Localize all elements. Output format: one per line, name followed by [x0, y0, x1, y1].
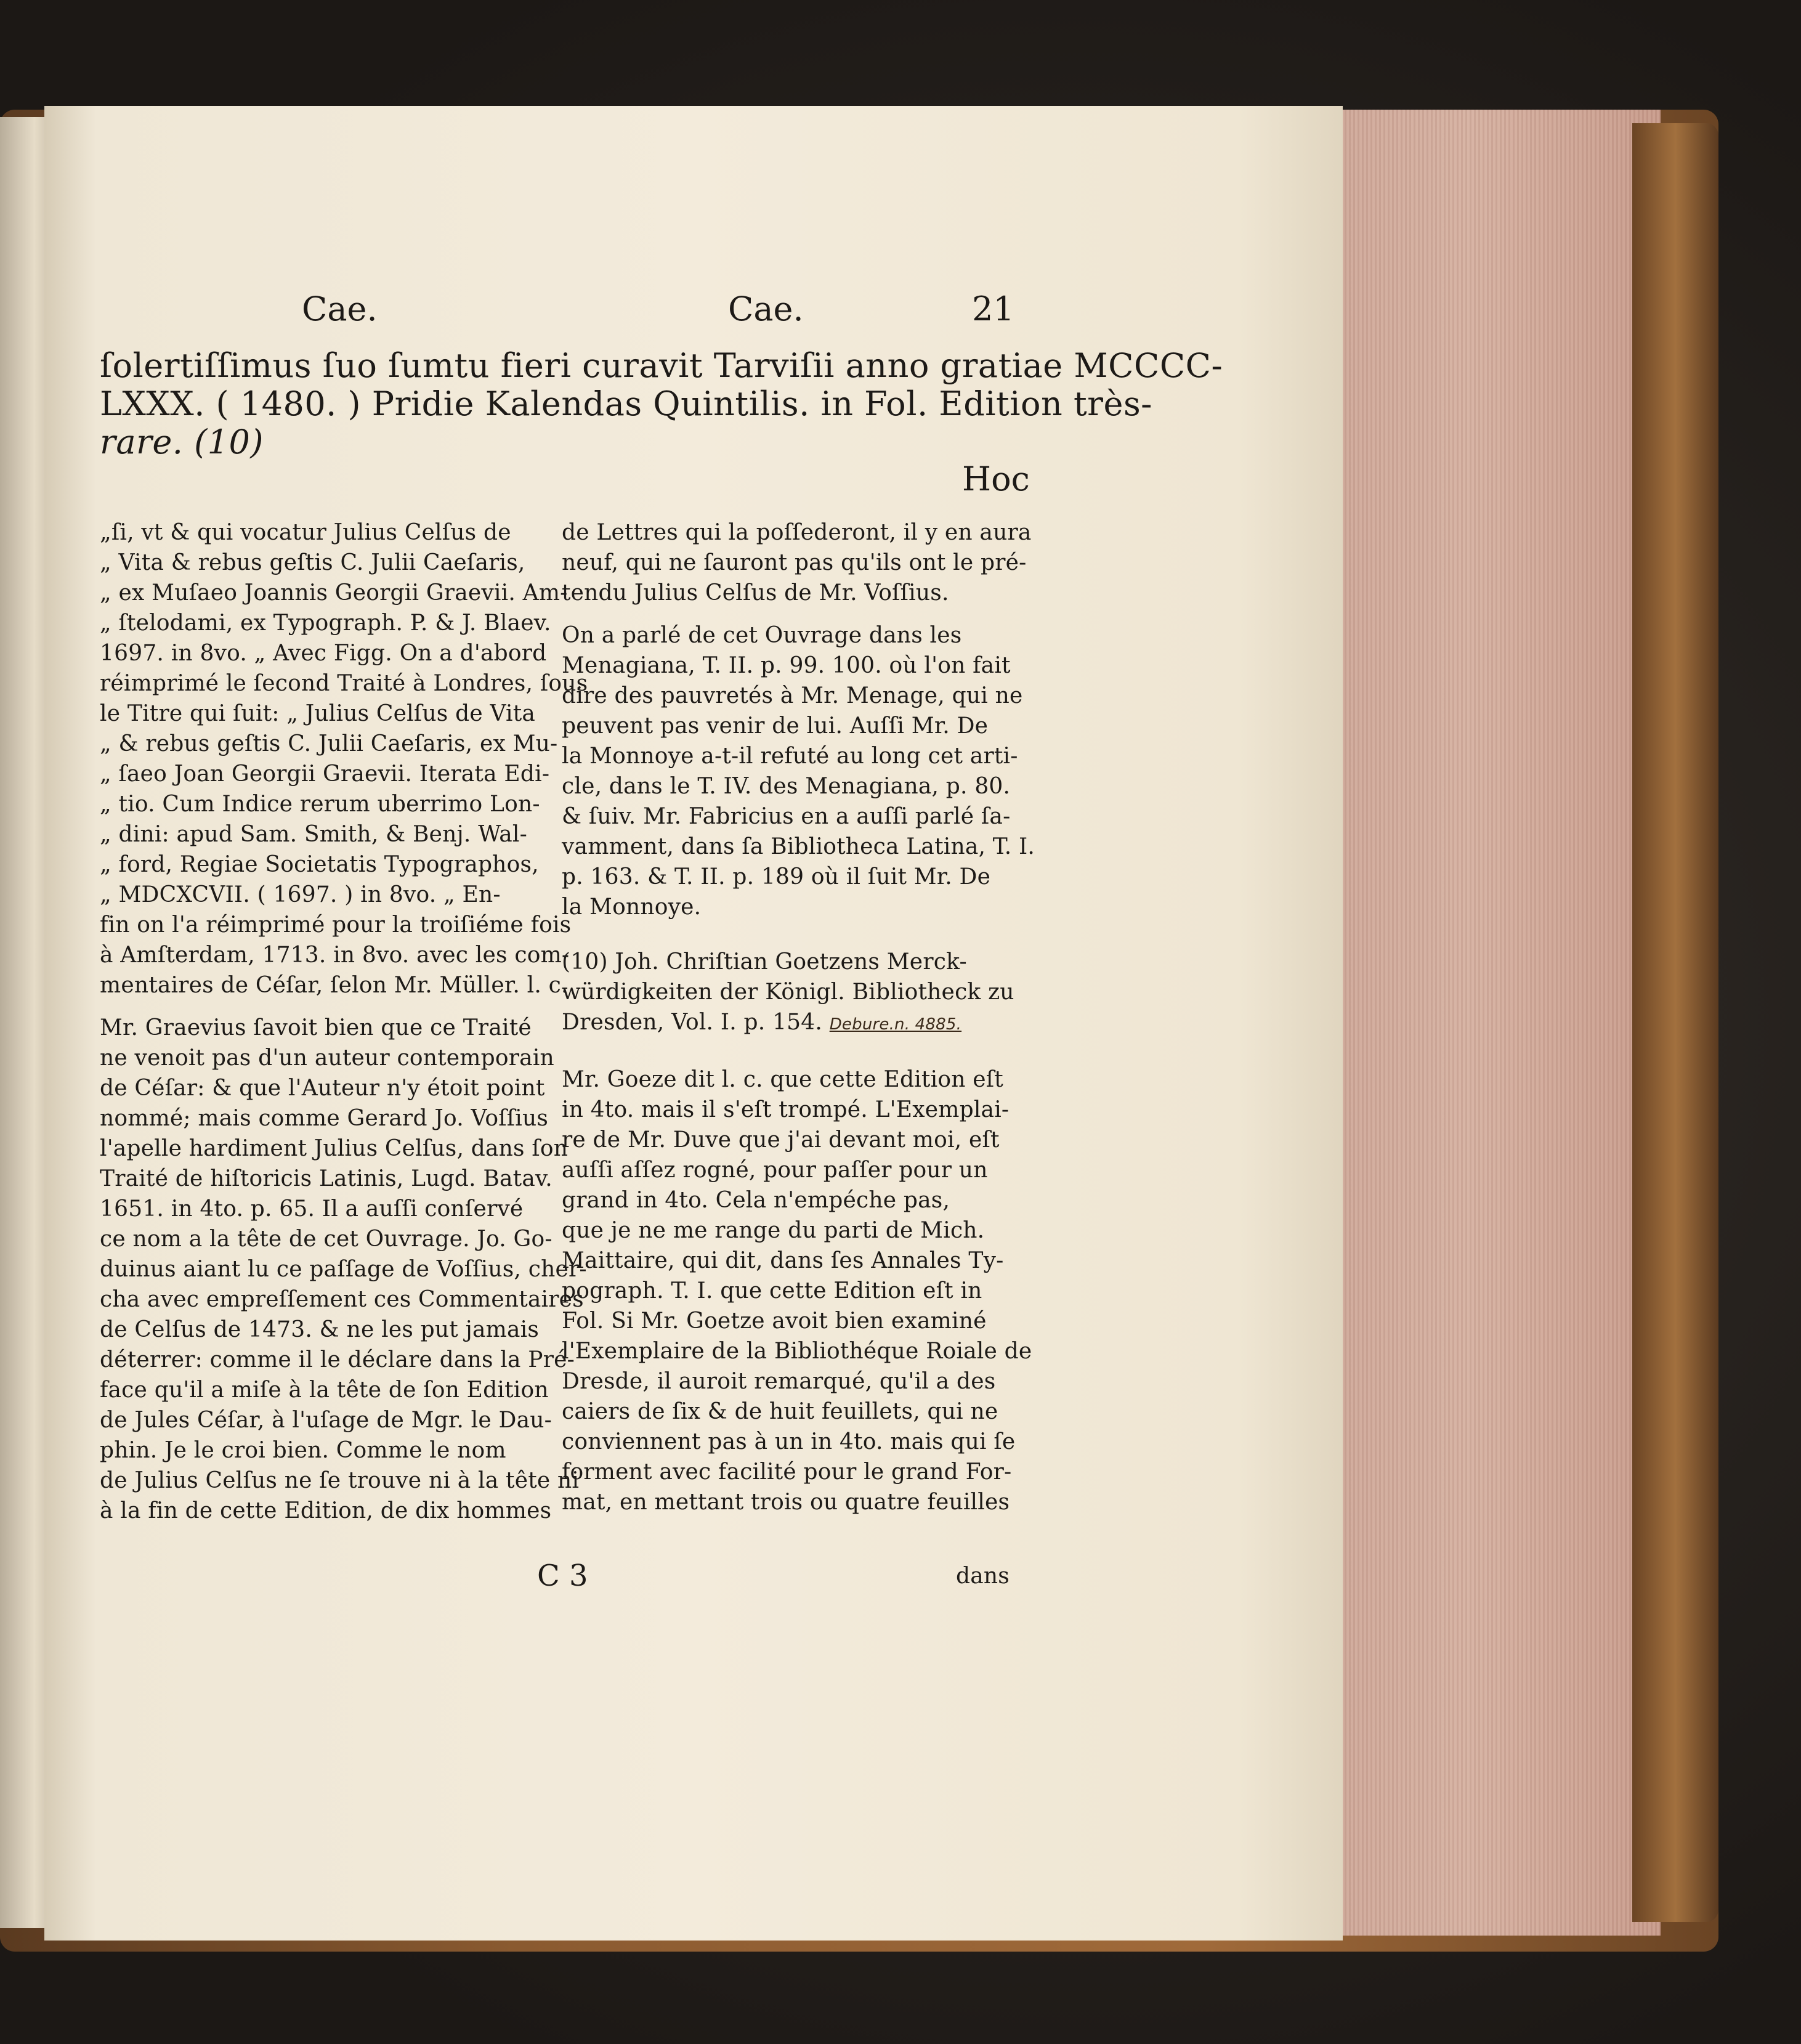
running-head-left: Cae.: [302, 290, 378, 328]
left-col-line: „ ſtelodami, ex Typograph. P. & J. Blaev.: [100, 610, 551, 636]
left-col-line: l'apelle hardiment Julius Celſus, dans ſon: [100, 1136, 569, 1161]
left-col-line: 1651. in 4to. p. 65. Il a auſſi conſervé: [100, 1196, 524, 1222]
right-col-line: mat, en mettant trois ou quatre feuilles: [562, 1490, 1010, 1515]
left-col-line: ce nom a la tête de cet Ouvrage. Jo. Go-: [100, 1227, 552, 1252]
right-col-line: Mr. Goeze dit l. c. que cette Edition eſt: [562, 1067, 1003, 1092]
left-col-line: le Titre qui ſuit: „ Julius Celſus de Vita: [100, 701, 536, 726]
left-col-line: Mr. Graevius ſavoit bien que ce Traité: [100, 1015, 532, 1040]
left-col-line: de Jules Céſar, à l'uſage de Mgr. le Dau-: [100, 1408, 552, 1433]
page-fore-edge: [1340, 110, 1661, 1936]
right-col-line: On a parlé de cet Ouvrage dans les: [562, 623, 962, 648]
right-col-line: [562, 608, 1035, 620]
right-col-line: conviennent pas à un in 4to. mais qui ſe: [562, 1429, 1016, 1454]
right-column: [562, 517, 1035, 1517]
right-col-line: caiers de ſix & de huit feuillets, qui ne: [562, 1399, 998, 1424]
left-col-line: [100, 1000, 588, 1013]
left-col-line: „ Vita & rebus geſtis C. Julii Caeſaris,: [100, 550, 525, 575]
right-col-line: Dresde, il auroit remarqué, qu'il a des: [562, 1369, 996, 1394]
right-col-line: würdigkeiten der Königl. Bibliotheck zu: [562, 979, 1014, 1005]
footnote-line: [562, 1007, 1035, 1040]
left-col-line: „ſi, vt & qui vocatur Julius Celſus de: [100, 520, 511, 545]
right-col-line: peuvent pas venir de lui. Auſſi Mr. De: [562, 713, 989, 739]
right-col-line: la Monnoye a-t-il refuté au long cet arti-: [562, 744, 1018, 769]
right-col-line: Maittaire, qui dit, dans ſes Annales Ty-: [562, 1248, 1004, 1273]
left-col-line: „ ford, Regiae Societatis Typographos,: [100, 852, 539, 877]
handwritten-note: Debure.n. 4885.: [829, 1015, 962, 1034]
right-col-line: neuf, qui ne ſauront pas qu'ils ont le pré-: [562, 550, 1027, 575]
right-col-line: [562, 922, 1035, 947]
left-col-line: fin on l'a réimprimé pour la troiſiéme fois: [100, 912, 572, 938]
right-col-line: grand in 4to. Cela n'empéche pas,: [562, 1188, 950, 1213]
left-col-line: à la fin de cette Edition, de dix hommes: [100, 1498, 552, 1523]
left-col-line: cha avec empreſſement ces Commentaires: [100, 1287, 584, 1312]
left-col-line: de Céſar: & que l'Auteur n'y étoit point: [100, 1076, 545, 1101]
left-col-line: de Julius Celſus ne ſe trouve ni à la tête ni: [100, 1468, 580, 1493]
catchword-bottom: dans: [956, 1563, 1010, 1589]
running-head-center: Cae.: [728, 290, 804, 328]
left-col-line: „ ex Muſaeo Joannis Georgii Graevii. Am-: [100, 580, 568, 606]
book-binding-edge: [1632, 123, 1718, 1922]
signature-mark: C 3: [537, 1559, 588, 1593]
top-paragraph-line-2: LXXX. ( 1480. ) Pridie Kalendas Quintilis. in Fol. Edition très-: [100, 384, 1152, 423]
left-page-edge: [0, 117, 49, 1928]
page-number: 21: [972, 290, 1014, 328]
left-col-line: phin. Je le croi bien. Comme le nom: [100, 1438, 506, 1463]
right-col-line: (10) Joh. Chriſtian Goetzens Merck-: [562, 949, 967, 975]
right-col-line: [562, 1040, 1035, 1065]
left-col-line: „ ſaeo Joan Georgii Graevii. Iterata Edi-: [100, 761, 550, 787]
right-col-line: re de Mr. Duve que j'ai devant moi, eſt: [562, 1127, 1000, 1153]
right-col-line: dire des pauvretés à Mr. Menage, qui ne: [562, 683, 1023, 708]
right-col-line: de Lettres qui la poſſederont, il y en aura: [562, 520, 1032, 545]
left-col-line: „ tio. Cum Indice rerum uberrimo Lon-: [100, 792, 540, 817]
left-col-line: „ MDCXCVII. ( 1697. ) in 8vo. „ En-: [100, 882, 501, 907]
left-col-line: „ & rebus geſtis C. Julii Caeſaris, ex Mu-: [100, 731, 558, 756]
left-col-line: duinus aiant lu ce paſſage de Voſſius, cher-: [100, 1257, 587, 1282]
left-col-line: Traité de hiſtoricis Latinis, Lugd. Batav.: [100, 1166, 552, 1191]
right-col-line: forment avec facilité pour le grand For-: [562, 1459, 1012, 1485]
right-col-line: Menagiana, T. II. p. 99. 100. où l'on fait: [562, 653, 1011, 678]
right-col-line: & ſuiv. Mr. Fabricius en a auſſi parlé ſa-: [562, 804, 1011, 829]
right-col-line: in 4to. mais il s'eſt trompé. L'Exemplai-: [562, 1097, 1010, 1122]
top-paragraph-line-3: rare. (10): [100, 423, 264, 461]
right-col-line: p. 163. & T. II. p. 189 où il ſuit Mr. De: [562, 864, 991, 890]
right-col-line: auſſi aſſez rogné, pour paſſer pour un: [562, 1158, 988, 1183]
right-col-line: la Monnoye.: [562, 894, 702, 920]
footnote-text: Dresden, Vol. I. p. 154.: [562, 1010, 823, 1035]
right-col-line: pograph. T. I. que cette Edition eſt in: [562, 1278, 982, 1304]
right-col-line: Fol. Si Mr. Goetze avoit bien examiné: [562, 1308, 987, 1334]
left-col-line: ne venoit pas d'un auteur contemporain: [100, 1045, 554, 1071]
left-col-line: „ dini: apud Sam. Smith, & Benj. Wal-: [100, 822, 528, 847]
right-col-line: que je ne me range du parti de Mich.: [562, 1218, 985, 1243]
right-col-line: vamment, dans ſa Bibliotheca Latina, T. I.: [562, 834, 1035, 859]
left-col-line: à Amſterdam, 1713. in 8vo. avec les com-: [100, 943, 570, 968]
catchword-top: Hoc: [962, 460, 1030, 498]
left-col-line: déterrer: comme il le déclare dans la Pré-: [100, 1347, 575, 1373]
left-col-line: de Celſus de 1473. & ne les put jamais: [100, 1317, 539, 1342]
left-col-line: nommé; mais comme Gerard Jo. Voſſius: [100, 1106, 549, 1131]
top-paragraph-line-1: ſolertiſſimus ſuo ſumtu fieri curavit Tarviſii anno gratiae MCCCC-: [100, 346, 1223, 385]
right-col-line: cle, dans le T. IV. des Menagiana, p. 80.: [562, 774, 1011, 799]
left-col-line: 1697. in 8vo. „ Avec Figg. On a d'abord: [100, 641, 547, 666]
right-col-line: l'Exemplaire de la Bibliothéque Roiale de: [562, 1339, 1032, 1364]
left-column: [100, 517, 588, 1526]
left-col-line: mentaires de Céſar, ſelon Mr. Müller. l. c.: [100, 973, 569, 998]
left-col-line: réimprimé le ſecond Traité à Londres, ſous: [100, 671, 588, 696]
book-page: [44, 106, 1343, 1941]
right-col-line: tendu Julius Celſus de Mr. Voſſius.: [562, 580, 949, 606]
left-col-line: face qu'il a miſe à la tête de ſon Edition: [100, 1377, 549, 1403]
